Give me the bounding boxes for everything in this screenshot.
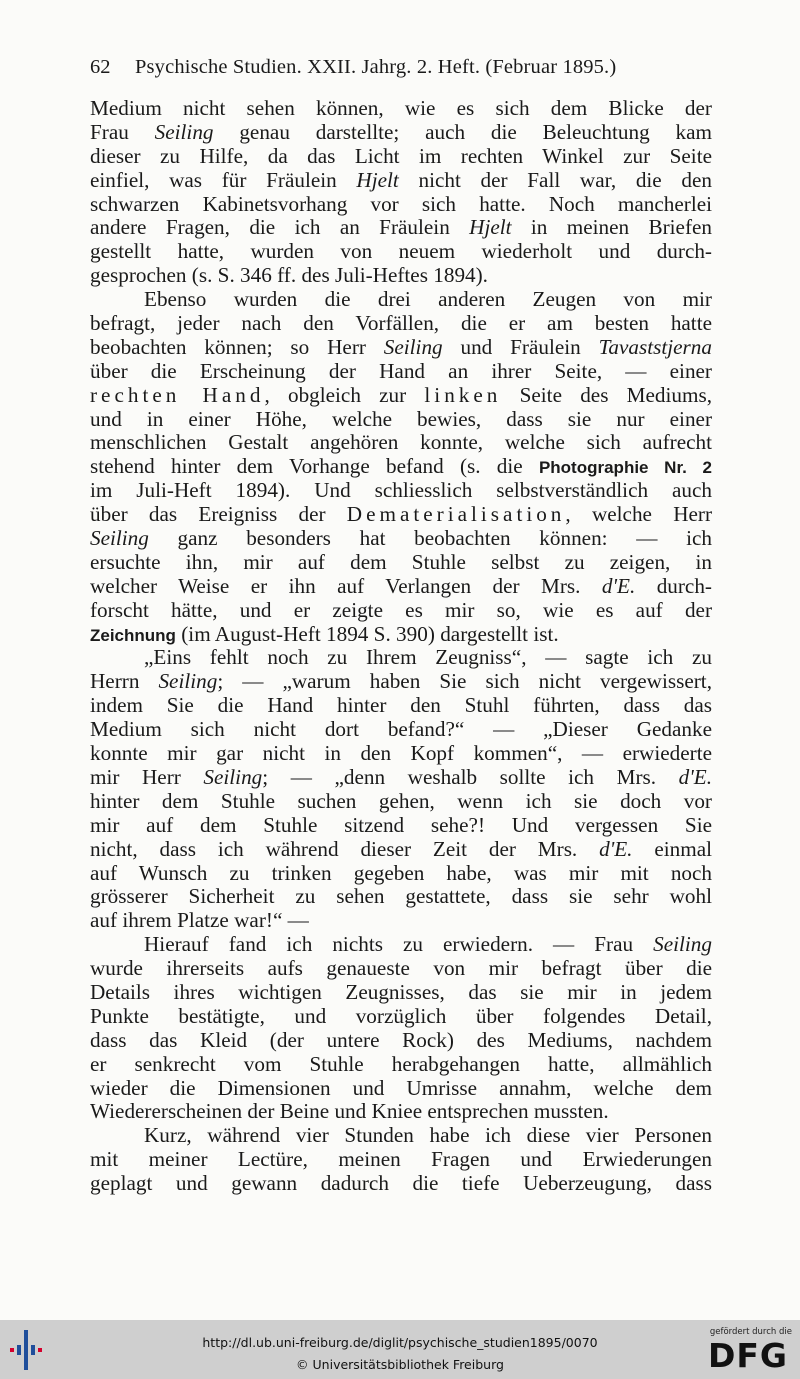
text-line: dieser zu Hilfe, da das Licht im rechten Winkel zur Seite (90, 144, 712, 168)
text-line: beobachten können; so Herr Seiling und Fräulein Tavaststjerna (90, 335, 712, 359)
text-line: ersuchte ihn, mir auf dem Stuhle selbst zu zeigen, in (90, 550, 712, 574)
page-number: 62 (90, 56, 111, 78)
text-line: Medium nicht sehen können, wie es sich dem Blicke der (90, 97, 712, 120)
text-line: mit meiner Lectüre, meinen Fragen und Erwiederungen (90, 1148, 712, 1172)
text-line: rechten Hand, obgleich zur linken Seite des Mediums, (90, 383, 712, 407)
dfg-logo[interactable]: DFG (707, 1336, 788, 1375)
text-line: forscht hätte, und er zeigte es mir so, wie es auf der (90, 598, 712, 622)
text-line: einfiel, was für Fräulein Hjelt nicht der Fall war, die den (90, 168, 712, 192)
text-line: Kurz, während vier Stunden habe ich diese vier Personen (144, 1124, 712, 1148)
text-line: Frau Seiling genau darstellte; auch die Beleuchtung kam (90, 120, 712, 144)
running-header (90, 56, 712, 86)
text-line: auf ihrem Platze war!“ — (90, 909, 309, 933)
text-line: menschlichen Gestalt angehören konnte, welche sich aufrecht (90, 431, 712, 455)
text-line: und in einer Höhe, welche bewies, dass sie nur einer (90, 407, 712, 431)
text-line: konnte mir gar nicht in den Kopf kommen“, — erwiederte (90, 742, 712, 766)
text-line: Zeichnung (im August-Heft 1894 S. 390) dargestellt ist. (90, 622, 559, 646)
copyright-notice: © Universitätsbibliothek Freiburg (296, 1357, 504, 1372)
text-line: Herrn Seiling; — „warum haben Sie sich nicht vergewissert, (90, 670, 712, 694)
body-text (90, 97, 712, 1196)
text-line: welcher Weise er ihn auf Verlangen der Mrs. d'E. durch- (90, 574, 712, 598)
text-line: „Eins fehlt noch zu Ihrem Zeugniss“, — sagte ich zu (144, 646, 712, 670)
text-line: dass das Kleid (der untere Rock) des Mediums, nachdem (90, 1028, 712, 1052)
text-line: schwarzen Kabinetsvorhang vor sich hatte. Noch mancherlei (90, 192, 712, 216)
text-line: indem Sie die Hand hinter den Stuhl führten, dass das (90, 694, 712, 718)
text-line: auf Wunsch zu trinken gegeben habe, was mir mit noch (90, 861, 712, 885)
text-line: Wiedererscheinen der Beine und Kniee entsprechen mussten. (90, 1100, 609, 1124)
text-line: Punkte bestätigte, und vorzüglich über folgendes Detail, (90, 1004, 712, 1028)
text-line: geplagt und gewann dadurch die tiefe Ueberzeugung, dass (90, 1172, 712, 1196)
text-line: gesprochen (s. S. 346 ff. des Juli-Heftes 1894). (90, 264, 488, 288)
text-line: befragt, jeder nach den Vorfällen, die er am besten hatte (90, 312, 712, 336)
text-line: er senkrecht vom Stuhle herabgehangen hatte, allmählich (90, 1052, 712, 1076)
text-line: Hierauf fand ich nichts zu erwiedern. — Frau Seiling (144, 933, 712, 957)
text-line: nicht, dass ich während dieser Zeit der Mrs. d'E. einmal (90, 837, 712, 861)
text-line: Ebenso wurden die drei anderen Zeugen von mir (144, 288, 712, 312)
text-line: Details ihres wichtigen Zeugnisses, das sie mir in jedem (90, 980, 712, 1004)
text-line: wurde ihrerseits aufs genaueste von mir befragt über die (90, 957, 712, 981)
text-line: andere Fragen, die ich an Fräulein Hjelt in meinen Briefen (90, 216, 712, 240)
text-line: Seiling ganz besonders hat beobachten können: — ich (90, 527, 712, 551)
text-line: Medium sich nicht dort befand?“ — „Dieser Gedanke (90, 718, 712, 742)
text-line: gestellt hatte, wurden von neuem wiederholt und durch- (90, 240, 712, 264)
running-title: Psychische Studien. XXII. Jahrg. 2. Heft. (Februar 1895.) (135, 56, 617, 78)
text-line: hinter dem Stuhle suchen gehen, wenn ich sie doch vor (90, 789, 712, 813)
viewer-footer (0, 1320, 800, 1379)
text-line: mir auf dem Stuhle sitzend sehe?! Und vergessen Sie (90, 813, 712, 837)
text-line: stehend hinter dem Vorhange befand (s. die Photographie Nr. 2 (90, 455, 712, 479)
text-line: über das Ereigniss der Dematerialisation, welche Herr (90, 503, 712, 527)
text-line: wieder die Dimensionen und Umrisse annahm, welche dem (90, 1076, 712, 1100)
text-line: über die Erscheinung der Hand an ihrer Seite, — einer (90, 359, 712, 383)
text-line: mir Herr Seiling; — „denn weshalb sollte ich Mrs. d'E. (90, 765, 712, 789)
permalink-url[interactable]: http://dl.ub.uni-freiburg.de/diglit/psychische_studien1895/0070 (202, 1335, 598, 1350)
text-line: im Juli-Heft 1894). Und schliesslich selbstverständlich auch (90, 479, 712, 503)
funder-caption: gefördert durch die (709, 1327, 792, 1337)
text-line: grösserer Sicherheit zu sehen gestattete, dass sie sehr wohl (90, 885, 712, 909)
